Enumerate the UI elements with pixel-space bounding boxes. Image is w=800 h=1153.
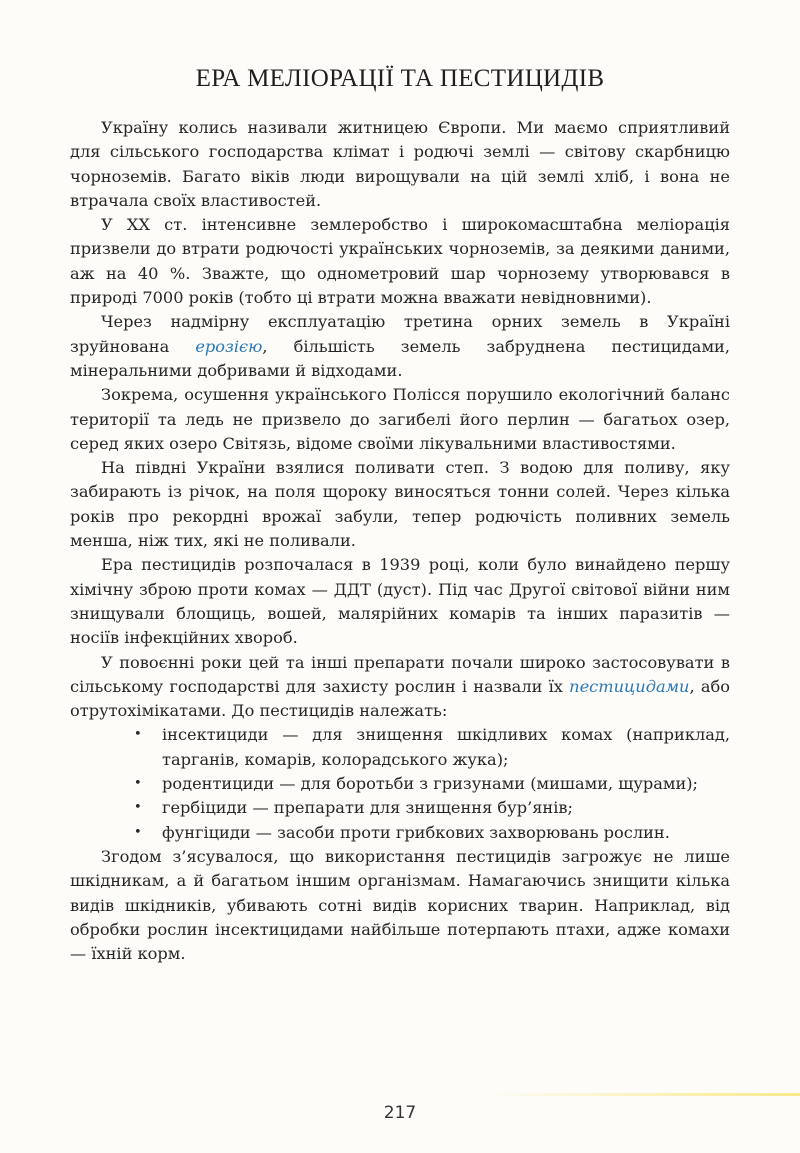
list-item-text: інсектициди — для знищення шкідливих комах (наприклад, тарганів, комарів, колорадського жука); <box>162 725 730 769</box>
paragraph-3-end: , більшість земель забруднена пестицидами, мінеральними добривами й відходами. <box>70 336 730 380</box>
page-number: 217 <box>383 1103 417 1123</box>
page-content <box>70 0 730 966</box>
paragraph-6: Ера пестицидів розпочалася в 1939 році, коли було винайдено першу хімічну зброю проти комах — ДДТ (дуст). Під час Другої світової війни ним знищували блощиць, вошей, малярійних комарів та інших паразитів — носіїв інфекційних хвороб. <box>70 555 730 648</box>
paragraph-3-start: Через надмірну експлуатацію третина орних земель в Україні зруйнована <box>70 312 730 356</box>
paragraph-5: На півдні України взялися поливати степ. З водою для поливу, яку забирають із річок, на поля щороку виносяться тонни солей. Через кілька років про рекордні врожаї забули, тепер родючість поливних земель менша, ніж тих, які не поливали. <box>70 458 730 551</box>
paragraph-3 <box>70 310 730 383</box>
bullet-icon: • <box>134 727 142 743</box>
list-item-text: родентициди — для боротьби з гризунами (мишами, щурами); <box>162 774 699 794</box>
text-body <box>70 116 730 966</box>
page-title: ЕРА МЕЛІОРАЦІЇ ТА ПЕСТИЦИДІВ <box>195 65 605 92</box>
bullet-icon: • <box>134 800 142 816</box>
list-item-text: фунгіциди — засоби проти грибкових захворювань рослин. <box>162 822 670 842</box>
term-erosion: ерозією <box>195 336 263 356</box>
list-item-fungicides <box>134 821 730 845</box>
bullet-icon: • <box>134 776 142 792</box>
paragraph-4: Зокрема, осушення українського Полісся порушило екологічний баланс території та ледь не призвело до загибелі його перлин — багатьох озер, серед яких озеро Світязь, відоме своїми лікувальними властивостями. <box>70 385 730 453</box>
list-item-herbicides <box>134 796 730 820</box>
term-pesticides: пестицидами <box>569 676 690 696</box>
decorative-accent-line <box>480 1093 800 1096</box>
paragraph-8: Згодом з’ясувалося, що використання пестицидів загрожує не лише шкідникам, а й багатьом іншим організмам. Намагаючись знищити кілька видів шкідників, убивають сотні видів корисних тварин. Наприклад, від обробки рослин інсектицидами найбільше потерпають птахи, адже комахи — їхній корм. <box>70 846 730 964</box>
list-item-rodenticides <box>134 772 730 796</box>
paragraph-1: Україну колись називали житницею Європи. Ми маємо сприятливий для сільського господарства клімат і родючі землі — світову скарбницю чорноземів. Багато віків люди вирощували на цій землі хліб, і вона не втрачала своїх властивостей. <box>70 118 730 210</box>
paragraph-7-end: , або отрутохімікатами. До пестицидів належать: <box>70 676 730 721</box>
list-item-text: гербіциди — препарати для знищення бур’янів; <box>162 798 573 818</box>
pesticide-types-list <box>70 723 730 844</box>
paragraph-7-start: У повоєнні роки цей та інші препарати почали широко застосовувати в сільському господарстві для захисту рослин і назвали їх <box>70 652 730 696</box>
paragraph-7 <box>70 651 730 724</box>
list-item-insecticides <box>134 723 730 772</box>
bullet-icon: • <box>134 824 142 840</box>
paragraph-2: У ХХ ст. інтенсивне землеробство і широкомасштабна меліорація призвели до втрати родючості українських чорноземів, за деякими даними, аж на 40 %. Зважте, що однометровий шар чорнозему утворювався в природі 7000 років (тобто ці втрати можна вважати невідновними). <box>70 215 730 308</box>
